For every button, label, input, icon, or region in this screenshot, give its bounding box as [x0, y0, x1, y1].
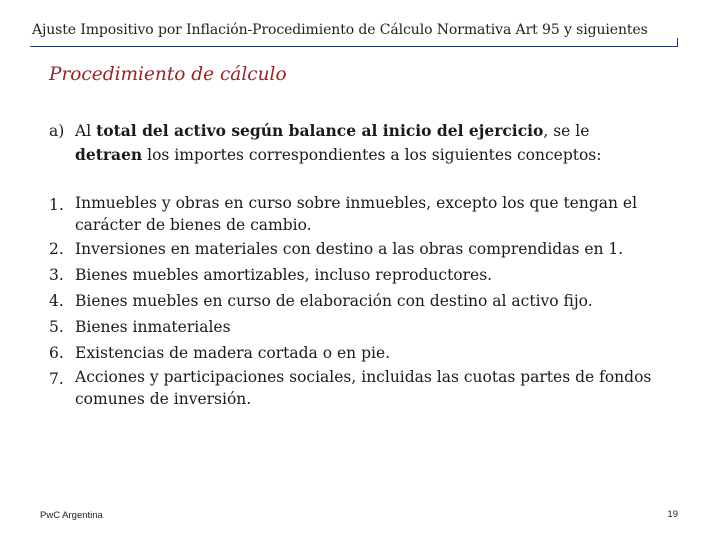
intro-paragraph — [49, 119, 669, 167]
list-item-text: Bienes muebles amortizables, incluso reproductores. — [75, 266, 493, 284]
list-item — [49, 192, 669, 236]
list-item — [49, 262, 669, 288]
list-item-number: 3. — [49, 266, 64, 284]
list-item — [49, 366, 669, 410]
intro-text-1: Al — [75, 122, 97, 140]
list-item-number: 4. — [49, 292, 64, 310]
header-divider — [30, 46, 678, 47]
list-item-number: 5. — [49, 318, 64, 336]
list-item — [49, 340, 669, 366]
list-item-text: Bienes muebles en curso de elaboración con destino al activo fijo. — [75, 292, 593, 310]
intro-bold-2: detraen — [75, 145, 143, 164]
concepts-list — [49, 192, 669, 410]
list-item — [49, 314, 669, 340]
intro-bold-1: total del activo según balance al inicio del ejercicio — [96, 121, 544, 140]
intro-text-3: los importes correspondientes a los siguientes conceptos: — [142, 146, 602, 164]
list-item-number: 2. — [49, 240, 64, 258]
page-number: 19 — [667, 509, 678, 520]
header-title: Ajuste Impositivo por Inflación-Procedimiento de Cálculo Normativa Art 95 y siguientes — [32, 22, 648, 38]
list-item-text: Inmuebles y obras en curso sobre inmuebles, excepto los que tengan el carácter de bienes de cambio. — [75, 194, 638, 234]
list-item-number: 7. — [49, 370, 64, 388]
intro-marker: a) — [49, 122, 65, 140]
intro-text-2: , se le — [543, 122, 590, 140]
list-item-text: Existencias de madera cortada o en pie. — [75, 344, 391, 362]
list-item — [49, 288, 669, 314]
footer-company: PwC Argentina — [40, 510, 103, 521]
header-divider-tick — [677, 38, 678, 47]
list-item-number: 1. — [49, 196, 64, 214]
list-item — [49, 236, 669, 262]
list-item-text: Bienes inmateriales — [75, 318, 231, 336]
list-item-number: 6. — [49, 344, 64, 362]
list-item-text: Inversiones en materiales con destino a las obras comprendidas en 1. — [75, 240, 624, 258]
section-title: Procedimiento de cálculo — [49, 64, 287, 85]
list-item-text: Acciones y participaciones sociales, incluidas las cuotas partes de fondos comunes de inversión. — [75, 368, 652, 408]
